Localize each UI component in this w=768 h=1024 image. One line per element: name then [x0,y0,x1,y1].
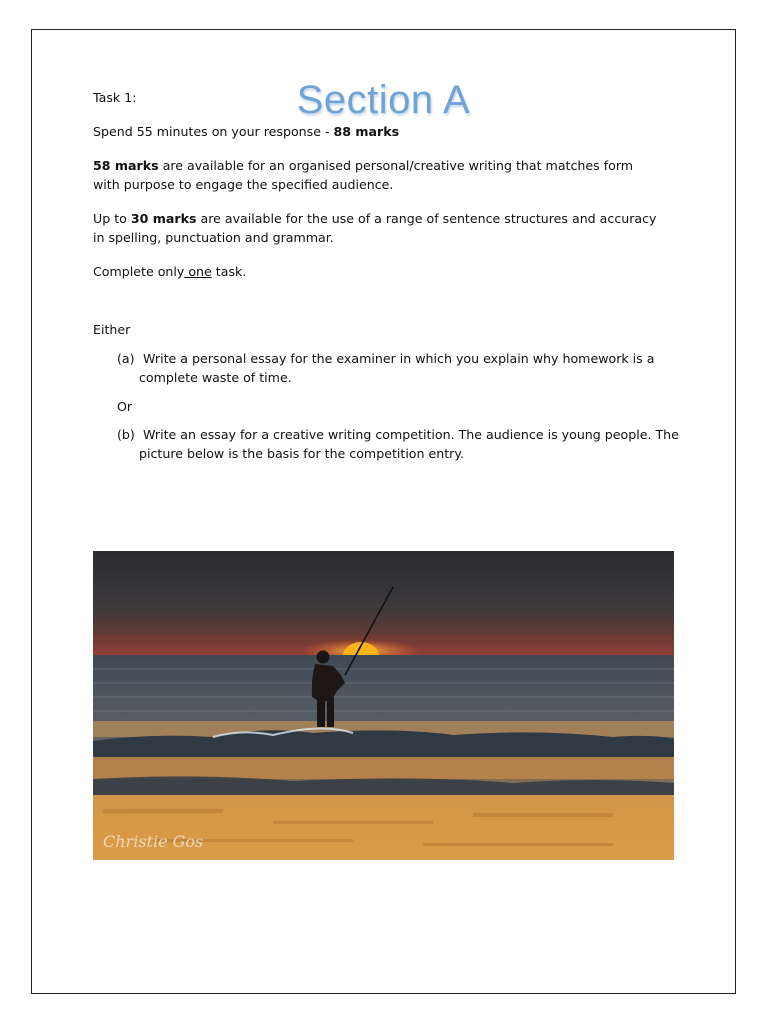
accuracy-text: are available for the use of a range of sentence structures and accuracy in spelling, punctuation and grammar. [93,211,657,245]
option-a-line2: complete waste of time. [139,370,292,385]
accuracy-marks: 30 marks [130,211,197,226]
upto-text: Up to [93,211,131,226]
sunset-fisherman-photo [93,551,674,860]
creative-marks-paragraph [93,156,658,194]
signature-watermark: Christie Gos [103,832,204,851]
option-a-label: (a) [117,351,135,366]
total-marks: 88 marks [333,124,400,139]
option-a-line1: Write a personal essay for the examiner in which you explain why homework is a [143,351,655,366]
option-b [117,425,682,463]
creative-text: are available for an organised personal/creative writing that matches form with purpose to engage the specified audience. [93,158,634,192]
or-label: Or [117,399,133,414]
time-instruction [93,122,658,141]
complete-instruction [93,262,658,281]
accuracy-marks-paragraph [93,209,658,247]
complete-emphasis: one [184,264,212,279]
option-a [117,349,682,387]
option-b-line1: Write an essay for a creative writing competition. The audience is young people. The [143,427,679,442]
option-b-label: (b) [117,427,135,442]
creative-marks: 58 marks [93,158,159,173]
task-heading: Task 1: [93,90,137,105]
either-label: Either [93,322,131,337]
complete-suffix: task. [211,264,247,279]
complete-prefix: Complete only [93,264,185,279]
section-title: Section A [296,78,471,122]
time-text: Spend 55 minutes on your response - [93,124,334,139]
option-b-line2: picture below is the basis for the competition entry. [139,446,465,461]
